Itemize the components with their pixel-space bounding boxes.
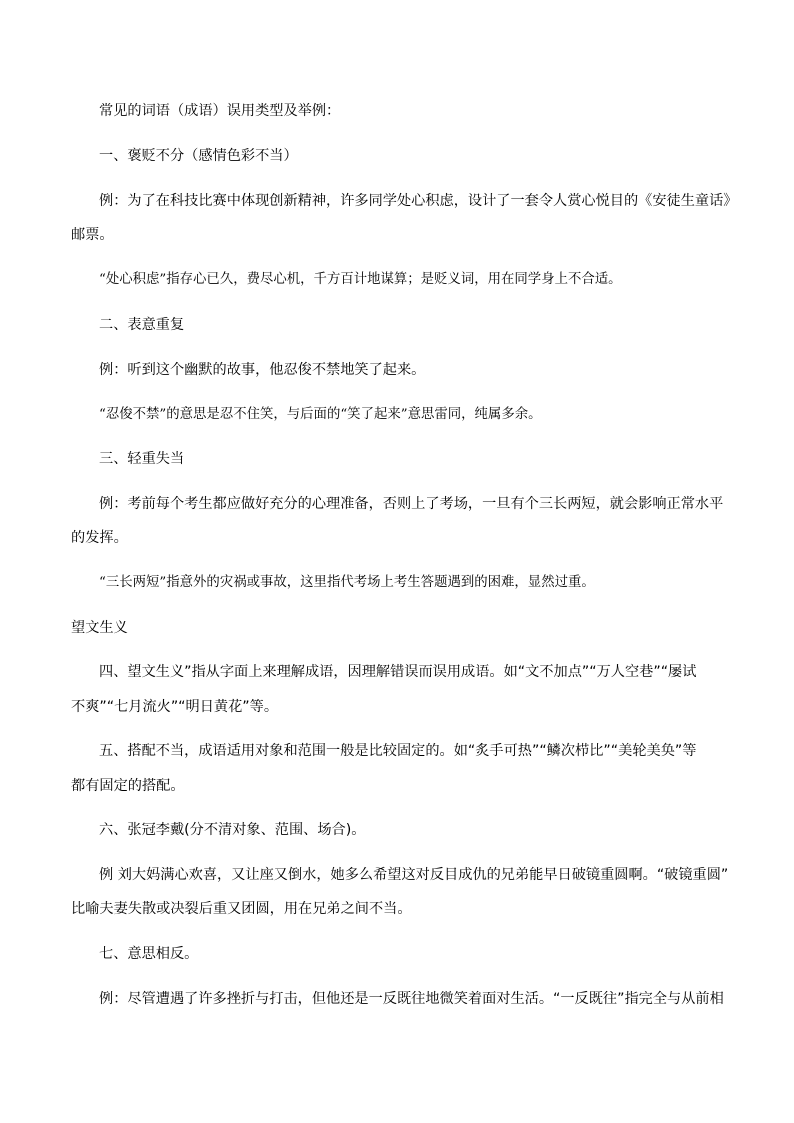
section-2-title: 二、表意重复 (99, 317, 185, 333)
section-2-example: 例：听到这个幽默的故事，他忍俊不禁地笑了起来。 (99, 362, 426, 378)
section-7-title: 七、意思相反。 (99, 946, 199, 962)
section-1-example-line-1: 例：为了在科技比赛中体现创新精神，许多同学处心积虑，设计了一套令人赏心悦目的《安徒生童话》 (99, 193, 738, 209)
section-1-example-line-2: 邮票。 (71, 227, 114, 243)
section-1-title: 一、褒贬不分（感情色彩不当） (99, 148, 298, 164)
section-3-example-line-1: 例：考前每个考生都应做好充分的心理准备，否则上了考场，一旦有个三长两短，就会影响正常水平 (99, 496, 724, 512)
section-6-example-line-1: 例 刘大妈满心欢喜，又让座又倒水，她多么希望这对反目成仇的兄弟能早日破镜重圆啊。“破镜重圆” (99, 867, 729, 883)
section-5-line-1: 五、搭配不当，成语适用对象和范围一般是比较固定的。如“炙手可热”“鳞次栉比”“美轮美奂”等 (99, 743, 697, 759)
section-2-explanation: “忍俊不禁”的意思是忍不住笑，与后面的“笑了起来”意思雷同，纯属多余。 (99, 407, 542, 422)
section-6-title: 六、张冠李戴(分不清对象、范围、场合)。 (99, 822, 366, 838)
section-6-example-line-2: 比喻夫妻失散或决裂后重又团圆，用在兄弟之间不当。 (71, 901, 412, 917)
section-7-example-line-1: 例：尽管遭遇了许多挫折与打击，但他还是一反既往地微笑着面对生活。“一反既往”指完全与从前相 (99, 991, 724, 1007)
section-4-line-2: 不爽”“七月流火”“明日黄花”等。 (71, 699, 279, 715)
section-1-explanation: “处心积虑”指存心已久，费尽心机，千方百计地谋算；是贬义词，用在同学身上不合适。 (99, 272, 622, 287)
section-3-title: 三、轻重失当 (99, 451, 185, 467)
section-5-line-2: 都有固定的搭配。 (71, 778, 185, 794)
section-3-explanation: “三长两短”指意外的灾祸或事故，这里指代考场上考生答题遇到的困难，显然过重。 (99, 575, 595, 590)
standalone-label: 望文生义 (71, 620, 128, 636)
section-4-line-1: 四、望文生义”指从字面上来理解成语，因理解错误而误用成语。如“文不加点”“万人空巷”“屡试 (99, 664, 697, 680)
section-3-example-line-2: 的发挥。 (71, 530, 128, 546)
document-heading: 常见的词语（成语）误用类型及举例： (99, 103, 341, 119)
